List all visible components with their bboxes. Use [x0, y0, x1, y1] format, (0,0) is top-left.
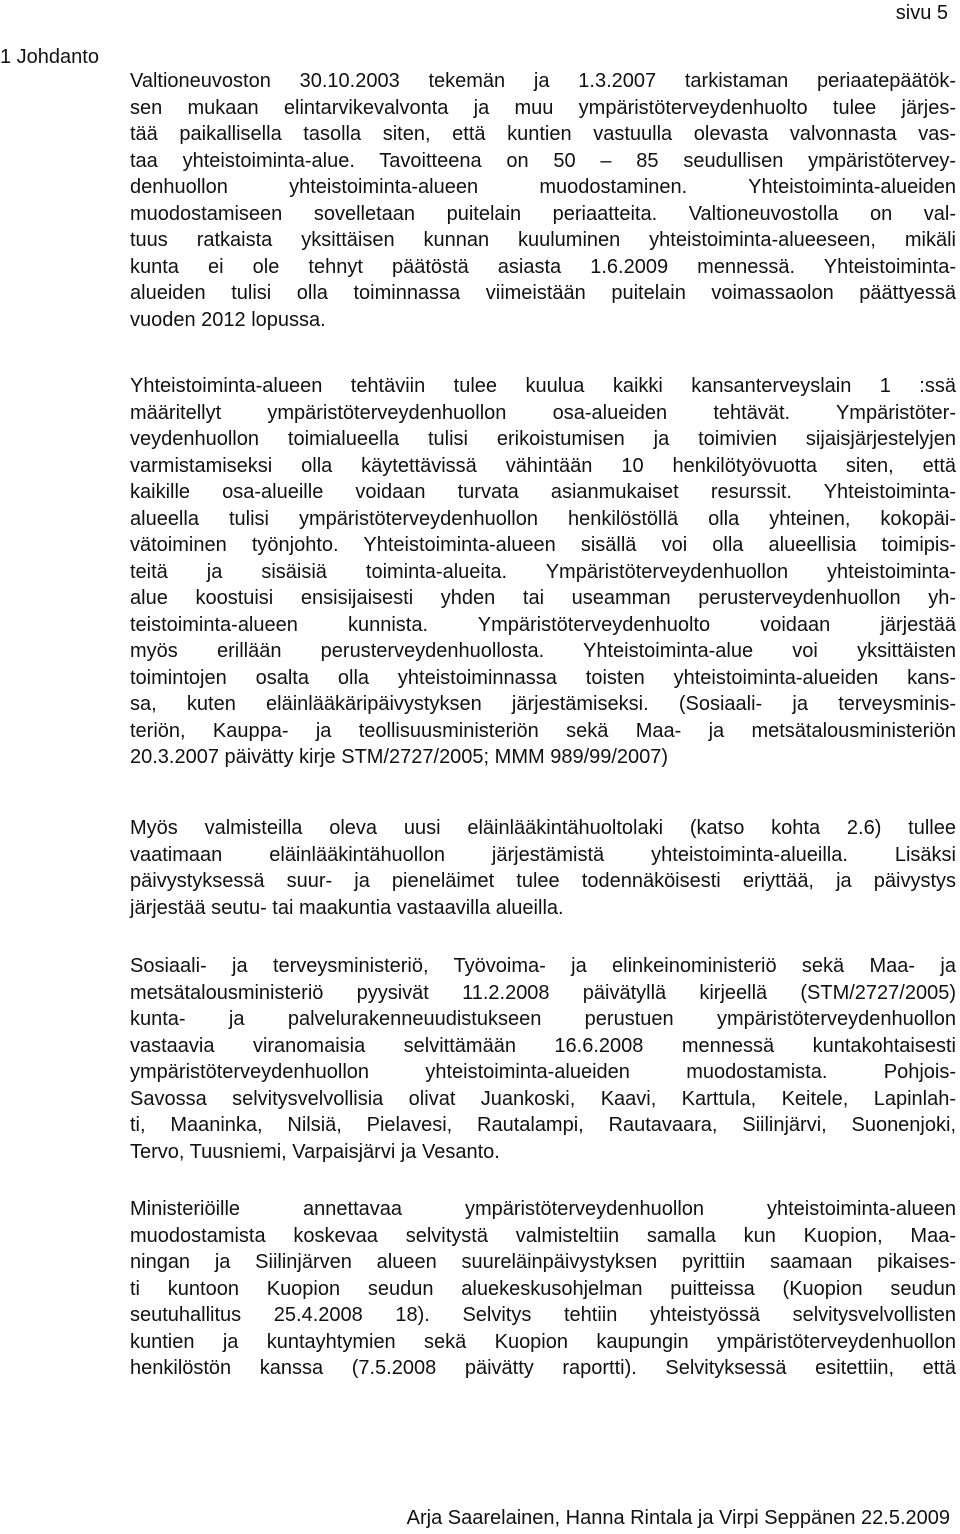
text-line: päivystyksessä suur- ja pieneläimet tulee todennäköisesti eriyttää, ja päivystys — [130, 870, 956, 892]
page-number: sivu 5 — [895, 2, 948, 24]
text-line: henkilöstön kanssa (7.5.2008 päivätty raportti). Selvityksessä esitettiin, että — [130, 1357, 956, 1379]
text-line: ningan ja Siilinjärven alueen suureläinpäivystyksen pyrittiin saamaan pikaises- — [130, 1251, 956, 1273]
text-line: alue koostuisi ensisijaisesti yhden tai useamman perusterveydenhuollon yh- — [130, 587, 956, 609]
section-heading: 1 Johdanto — [0, 46, 99, 68]
paragraph-2 — [130, 373, 956, 771]
text-line: teistoiminta-alueen kunnista. Ympäristöterveydenhuolto voidaan järjestää — [130, 613, 956, 636]
text-line: teriön, Kauppa- ja teollisuusministeriön sekä Maa- ja metsätalousministeriön — [130, 719, 956, 742]
text-line: ti kuntoon Kuopion seudun aluekeskusohjelman puitteissa (Kuopion seudun — [130, 1277, 956, 1300]
text-line: Yhteistoiminta-alueen tehtäviin tulee kuulua kaikki kansanterveyslain 1 :ssä — [130, 375, 956, 397]
text-line: muodostamiseen sovelletaan puitelain periaatteita. Valtioneuvostolla on val- — [130, 202, 956, 225]
text-line: järjestää seutu- tai maakuntia vastaavilla alueilla. — [130, 896, 564, 919]
text-line: ympäristöterveydenhuollon yhteistoiminta-alueiden muodostamista. Pohjois- — [130, 1061, 956, 1083]
text-line: kaikille osa-alueille voidaan turvata asianmukaiset resurssit. Yhteistoiminta- — [130, 481, 956, 503]
text-line: Valtioneuvoston 30.10.2003 tekemän ja 1.3.2007 tarkistaman periaatepäätök- — [130, 70, 956, 92]
text-line: sen mukaan elintarvikevalvonta ja muu ympäristöterveydenhuolto tulee järjes- — [130, 96, 956, 119]
text-line: kunta- ja palvelurakenneuudistukseen perustuen ympäristöterveydenhuollon — [130, 1008, 956, 1030]
text-line: sa, kuten eläinlääkäripäivystyksen järjestämiseksi. (Sosiaali- ja terveysminis- — [130, 693, 956, 715]
text-line: Ministeriöille annettavaa ympäristöterveydenhuollon yhteistoiminta-alueen — [130, 1198, 956, 1220]
text-line: Tervo, Tuusniemi, Varpaisjärvi ja Vesanto. — [130, 1140, 500, 1163]
text-line: alueiden tulisi olla toiminnassa viimeistään puitelain voimassaolon päättyessä — [130, 282, 956, 304]
text-line: seutuhallitus 25.4.2008 18). Selvitys tehtiin yhteistyössä selvitysvelvollisten — [130, 1304, 956, 1326]
text-line: 20.3.2007 päivätty kirje STM/2727/2005; MMM 989/99/2007) — [130, 746, 669, 768]
text-line: Myös valmisteilla oleva uusi eläinlääkintähuoltolaki (katso kohta 2.6) tullee — [130, 817, 956, 839]
text-line: metsätalousministeriö pyysivät 11.2.2008 päivätyllä kirjeellä (STM/2727/2005) — [130, 981, 956, 1004]
text-line: muodostamista koskevaa selvitystä valmisteltiin samalla kun Kuopion, Maa- — [130, 1224, 956, 1247]
text-line: vastaavia viranomaisia selvittämään 16.6.2008 mennessä kuntakohtaisesti — [130, 1034, 956, 1057]
text-line: varmistamiseksi olla käytettävissä vähintään 10 henkilötyövuotta siten, että — [130, 454, 956, 477]
text-line: kunta ei ole tehnyt päätöstä asiasta 1.6.2009 mennessä. Yhteistoiminta- — [130, 255, 956, 278]
text-line: kuntien ja kuntayhtymien sekä Kuopion kaupungin ympäristöterveydenhuollon — [130, 1330, 956, 1353]
text-line: veydenhuollon toimialueella tulisi erikoistumisen ja toimivien sijaisjärjestelyjen — [130, 428, 956, 450]
text-line: määritellyt ympäristöterveydenhuollon osa-alueiden tehtävät. Ympäristöter- — [130, 401, 956, 424]
text-line: toimintojen osalta olla yhteistoiminnassa toisten yhteistoiminta-alueiden kans- — [130, 666, 956, 689]
text-line: vuoden 2012 lopussa. — [130, 308, 326, 331]
text-line: taa yhteistoiminta-alue. Tavoitteena on 50 – 85 seudullisen ympäristötervey- — [130, 149, 956, 172]
text-line: vaatimaan eläinlääkintähuollon järjestämistä yhteistoiminta-alueilla. Lisäksi — [130, 843, 956, 866]
text-line: vätoiminen työnjohto. Yhteistoiminta-alueen sisällä voi olla alueellisia toimipis- — [130, 534, 956, 556]
text-line: ti, Maaninka, Nilsiä, Pielavesi, Rautalampi, Rautavaara, Siilinjärvi, Suonenjoki, — [130, 1114, 956, 1136]
text-line: denhuollon yhteistoiminta-alueen muodostaminen. Yhteistoiminta-alueiden — [130, 176, 956, 198]
text-line: tää paikallisella tasolla siten, että kuntien vastuulla olevasta valvonnasta vas- — [130, 123, 956, 145]
text-line: myös erillään perusterveydenhuollosta. Yhteistoiminta-alue voi yksittäisten — [130, 640, 956, 662]
text-line: teitä ja sisäisiä toiminta-alueita. Ympäristöterveydenhuollon yhteistoiminta- — [130, 560, 956, 583]
paragraph-3 — [130, 815, 956, 921]
text-line: Sosiaali- ja terveysministeriö, Työvoima- ja elinkeinoministeriö sekä Maa- ja — [130, 955, 956, 977]
paragraph-1 — [130, 68, 956, 333]
text-line: Savossa selvitysvelvollisia olivat Juankoski, Kaavi, Karttula, Keitele, Lapinlah- — [130, 1087, 956, 1110]
text-line: alueella tulisi ympäristöterveydenhuollon henkilöstöllä olla yhteinen, kokopäi- — [130, 507, 956, 530]
paragraph-5 — [130, 1196, 956, 1382]
page-footer: Arja Saarelainen, Hanna Rintala ja Virpi Seppänen 22.5.2009 — [406, 1507, 950, 1529]
paragraph-4 — [130, 953, 956, 1165]
text-line: tuus ratkaista yksittäisen kunnan kuuluminen yhteistoiminta-alueeseen, mikäli — [130, 229, 956, 251]
